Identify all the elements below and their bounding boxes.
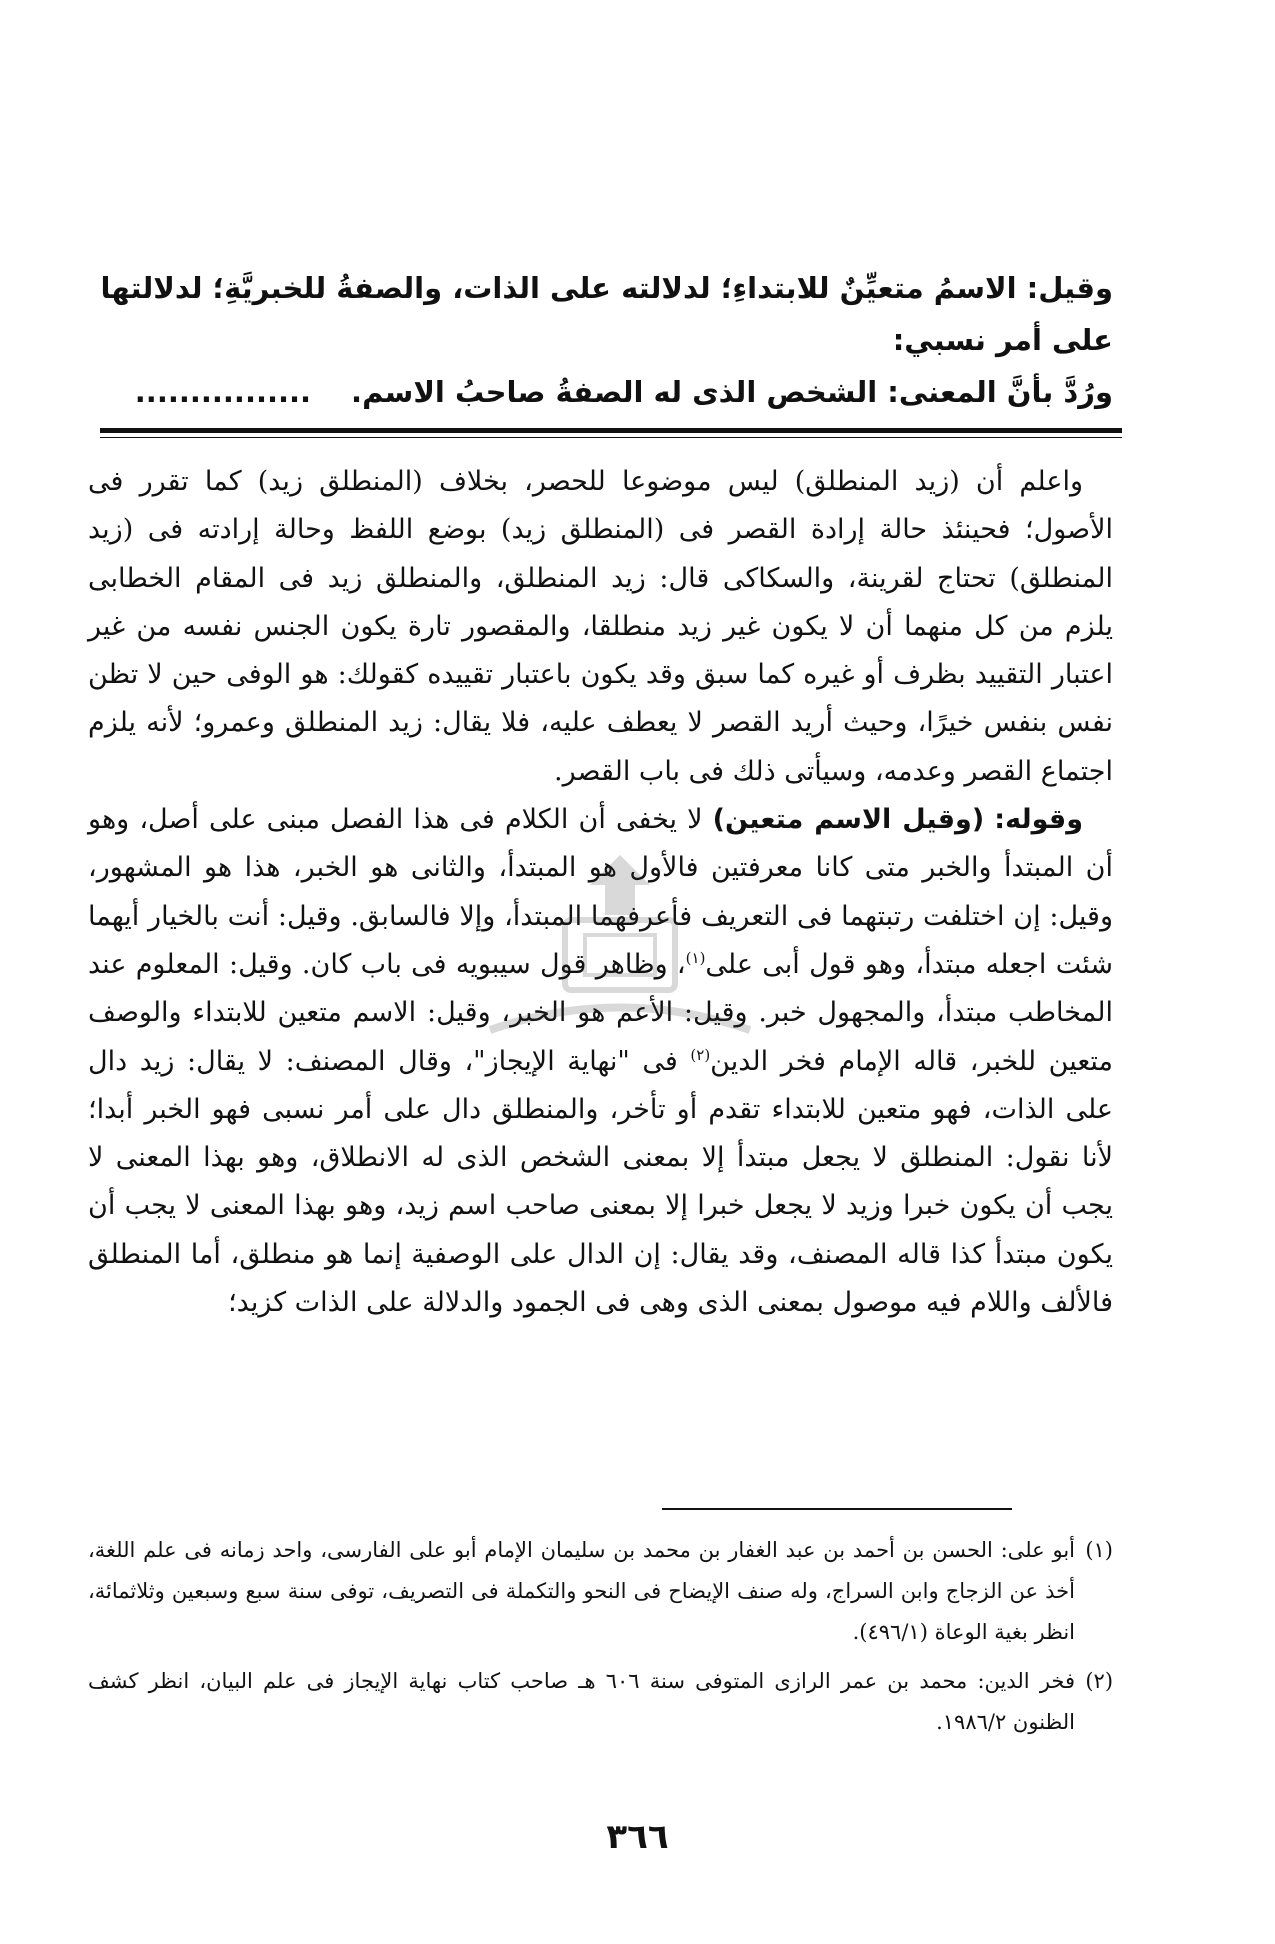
footnote-ref-1: (١): [685, 948, 706, 967]
commentary-segment-a: لا يخفى أن الكلام فى هذا الفصل مبنى على أصل، وهو أن المبتدأ والخبر متى كانا معرفتين فالأول هو المبتدأ، والثانى هو الخبر، هذا هو المشهور، وقيل: إن اختلفت رتبتهما فى التعريف فأعرفهما المبتدأ، وإلا فالسابق. وقيل: أنت بالخيار أيهما شئت اجعله مبتدأ، وهو قول أبى على: [88, 804, 1113, 980]
footnote-1-text: أبو على: الحسن بن أحمد بن عبد الغفار بن محمد بن سليمان الإمام أبو على الفارسى، واحد زمانه فى علم اللغة، أخذ عن الزجاج وابن السراج، وله صنف الإيضاح فى النحو والتكملة فى التصريف، توفى سنة سبع وسبعين وثلاثمائة، انظر بغية الوعاة (٤٩٦/١).: [88, 1538, 1075, 1644]
commentary-segment-b: ، وظاهر قول سيبويه فى باب كان. وقيل: المعلوم عند المخاطب مبتدأ، والمجهول خبر. وقيل: الأعم هو الخبر، وقيل: الاسم متعين للابتداء والوصف متعين للخبر، قاله الإمام فخر الدين: [88, 948, 1113, 1077]
matn-separator-thin: [100, 437, 1122, 438]
matn-separator-thick: [100, 428, 1122, 433]
footnotes: [88, 1530, 1113, 1751]
matn-line-2-text: ورُدَّ بأنَّ المعنى: الشخص الذى له الصفةُ صاحبُ الاسم.: [351, 375, 1113, 409]
footnote-ref-2: (٢): [690, 1045, 711, 1064]
matn-line-1: وقيل: الاسمُ متعيِّنٌ للابتداءِ؛ لدلالته على الذات، والصفةُ للخبريَّةِ؛ لدلالتها على أمر نسبي:: [100, 271, 1113, 357]
commentary-paragraph-1: واعلم أن (زيد المنطلق) ليس موضوعا للحصر، بخلاف (المنطلق زيد) كما تقرر فى الأصول؛ فحينئذ حالة إرادة القصر فى (المنطلق زيد) بوضع اللفظ وحالة إرادته فى (زيد المنطلق) تحتاج لقرينة، والسكاكى قال: زيد المنطلق، والمنطلق زيد فى المقام الخطابى يلزم من كل منهما أن لا يكون غير زيد منطلقا، والمقصور تارة يكون الجنس نفسه من غير اعتبار التقييد بظرف أو غيره كما سبق وقد يكون باعتبار تقييده كقولك: هو الوفى حين لا تظن نفس بنفس خيرًا، وحيث أريد القصر لا يعطف عليه، فلا يقال: زيد المنطلق وعمرو؛ لأنه يلزم اجتماع القصر وعدمه، وسيأتى ذلك فى باب القصر.: [88, 466, 1114, 787]
footnote-2: [88, 1661, 1113, 1743]
footnote-1: [88, 1530, 1113, 1653]
footnote-1-number: (١): [1085, 1538, 1113, 1562]
footnote-separator: [662, 1508, 1012, 1510]
library-stamp-watermark: [470, 845, 770, 1055]
footnote-2-number: (٢): [1085, 1669, 1114, 1693]
commentary-lemma: (وقيل الاسم متعين): [712, 804, 985, 836]
commentary-lead: وقوله:: [994, 804, 1083, 836]
footnote-2-text: فخر الدين: محمد بن عمر الرازى المتوفى سنة ٦٠٦ هـ صاحب كتاب نهاية الإيجاز فى علم البيان، انظر كشف الظنون ١٩٨٦/٢.: [88, 1669, 1076, 1734]
matn-text: [88, 262, 1113, 418]
commentary-segment-c: فى "نهاية الإيجاز"، وقال المصنف: لا يقال: زيد دال على الذات، فهو متعين للابتداء تقدم أو تأخر، والمنطلق دال على أمر نسبى فهو الخبر أبدا؛ لأنا نقول: المنطلق لا يجعل مبتدأ إلا بمعنى الشخص الذى له الانطلاق، وهو بهذا المعنى لا يجب أن يكون خبرا وزيد لا يجعل خبرا إلا بمعنى صاحب اسم زيد، وهو بهذا المعنى لا يجب أن يكون مبتدأ كذا قاله المصنف، وقد يقال: إن الدال على الوصفية إنما هو منطلق، أما المنطلق فالألف واللام فيه موصول بمعنى الذى وهى فى الجمود والدلالة على الذات كزيد؛: [88, 1045, 1113, 1319]
matn-dots: ................: [134, 375, 312, 409]
matn-line-2: [88, 366, 1113, 418]
page-number: ٣٦٦: [606, 1817, 669, 1857]
